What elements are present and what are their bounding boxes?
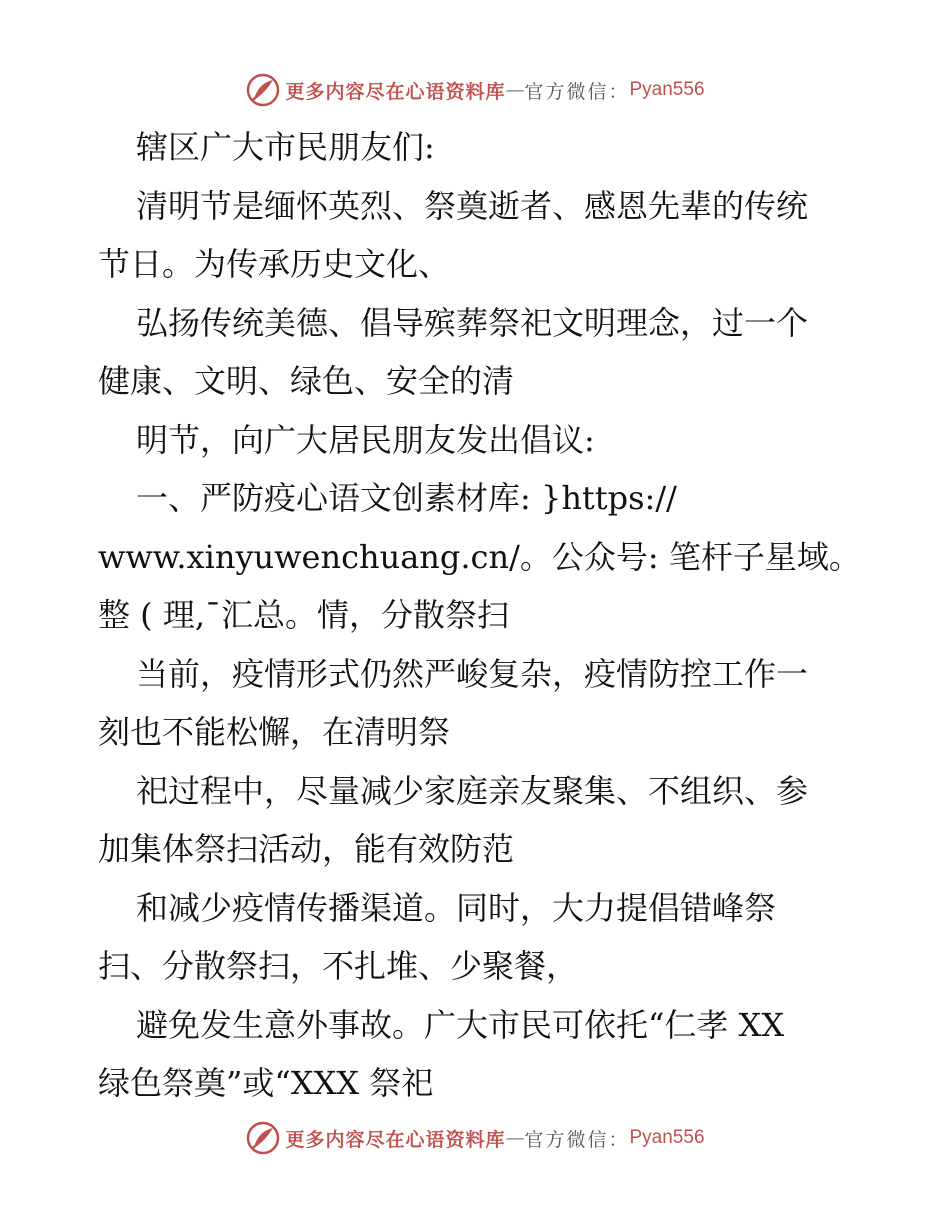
body-line: 一、严防疫心语文创素材库: }https:// bbox=[136, 479, 677, 517]
header-wechat-id: Pyan556 bbox=[629, 79, 705, 100]
body-line: 扫、分散祭扫，不扎堆、少聚餐， bbox=[98, 947, 579, 985]
document-body bbox=[98, 118, 861, 1113]
logo-icon bbox=[245, 72, 281, 108]
body-line: 加集体祭扫活动，能有效防范 bbox=[98, 830, 515, 868]
body-line: www.xinyuwenchuang.cn/。公众号: 笔杆子星域。 bbox=[98, 537, 861, 576]
footer-wechat-id: Pyan556 bbox=[629, 1127, 705, 1148]
body-line: 弘扬传统美德、倡导殡葬祭祀文明理念，过一个 bbox=[136, 303, 809, 342]
header-banner bbox=[0, 70, 950, 110]
body-line: 健康、文明、绿色、安全的清 bbox=[98, 362, 515, 400]
body-line: 当前，疫情形式仍然严峻复杂，疫情防控工作一 bbox=[136, 654, 809, 693]
body-line: 和减少疫情传播渠道。同时，大力提倡错峰祭 bbox=[136, 888, 777, 927]
footer-brand-text: 更多内容尽在心语资料库 bbox=[285, 1128, 506, 1151]
body-line: 清明节是缅怀英烈、祭奠逝者、感恩先辈的传统 bbox=[136, 186, 809, 225]
logo-icon bbox=[245, 1120, 281, 1156]
body-line: 整 ( 理,¯汇总。情，分散祭扫 bbox=[98, 596, 510, 634]
body-line: 避免发生意外事故。广大市民可依托“仁孝 XX bbox=[136, 1005, 785, 1044]
body-line: 节日。为传承历史文化、 bbox=[98, 245, 451, 283]
header-dash: — bbox=[505, 79, 525, 101]
body-line: 明节，向广大居民朋友发出倡议: bbox=[136, 420, 595, 459]
header-brand-text: 更多内容尽在心语资料库 bbox=[285, 80, 506, 103]
footer-dash: — bbox=[505, 1127, 525, 1149]
body-line: 辖区广大市民朋友们: bbox=[136, 128, 435, 166]
body-line: 祀过程中，尽量减少家庭亲友聚集、不组织、参 bbox=[136, 771, 809, 810]
body-line: 绿色祭奠”或“XXX 祭祀 bbox=[98, 1064, 434, 1102]
header-wechat-label: 官方微信： bbox=[524, 80, 630, 103]
footer-banner bbox=[0, 1118, 950, 1158]
footer-wechat-label: 官方微信： bbox=[524, 1128, 630, 1151]
body-line: 刻也不能松懈，在清明祭 bbox=[98, 713, 451, 751]
